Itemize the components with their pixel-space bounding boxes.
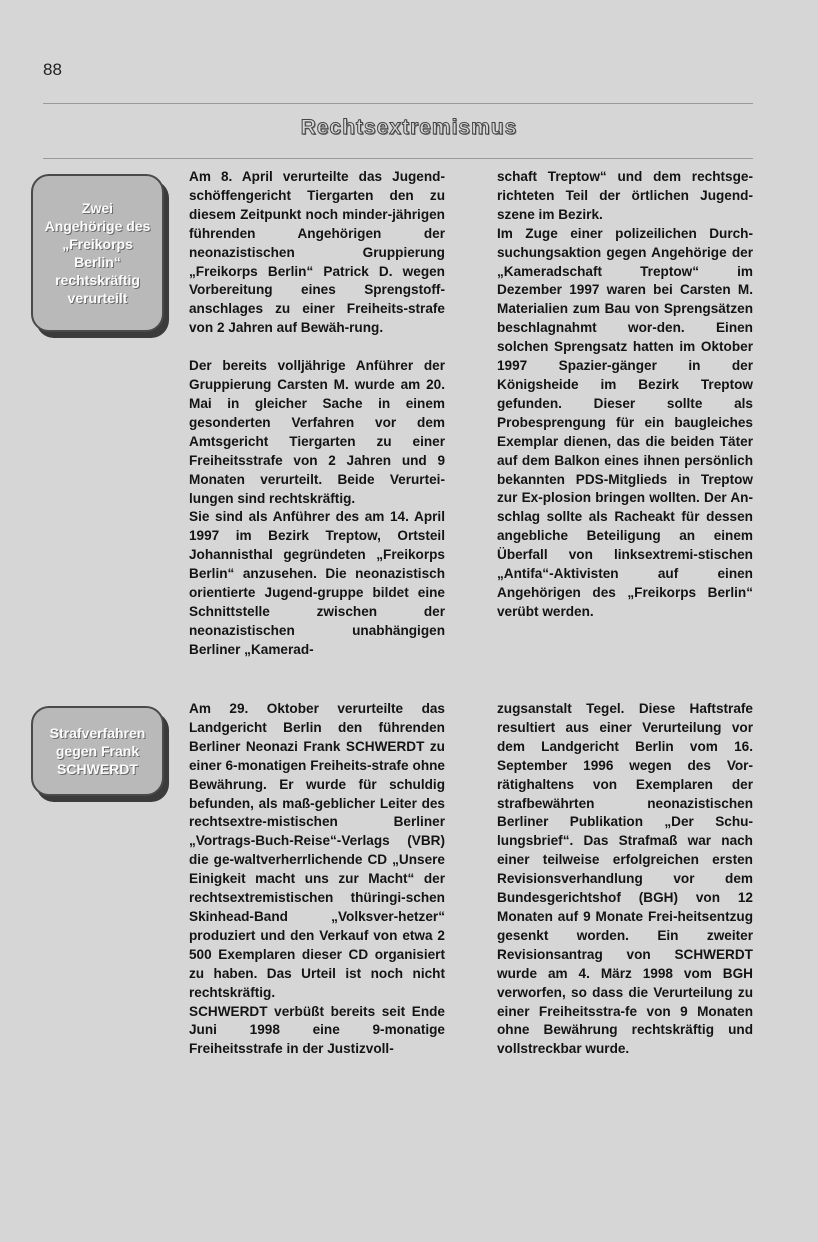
paragraph: zugsanstalt Tegel. Diese Haftstrafe resultiert aus einer Verurteilung vor dem Landgericht Berlin vom 16. September 1996 wegen des Vor-rätighaltens von Exemplaren der strafbewährten neonazistischen Berliner Publikation „Der Schu-lungsbrief“. Das Strafmaß war nach einer teilweise erfolgreichen ersten Revisionsverhandlung vor dem Bundesgerichtshof (BGH) von 12 Monaten auf 9 Monate Frei-heitsentzug gesenkt worden. Ein zweiter Revisionsantrag von SCHWERDT wurde am 4. März 1998 vom BGH verworfen, so dass die Verurteilung zu einer Freiheitsstra-fe von 9 Monaten ohne Bewährung rechtskräftig und vollstreckbar wurde.	[497, 701, 753, 1057]
block2-left-column	[189, 700, 445, 1059]
paragraph: Am 8. April verurteilte das Jugend-schöffengericht Tiergarten den zu diesem Zeitpunkt noch minder-jährigen führenden Angehörigen der neonazistischen Gruppierung „Freikorps Berlin“ Patrick D. wegen Vorbereitung eines Sprengstoff-anschlages zu einer Freiheits-strafe von 2 Jahren auf Bewäh-rung.	[189, 169, 445, 336]
sidebar-label: Zwei Angehörige des „Freikorps Berlin“ rechtskräftig verurteilt	[44, 200, 151, 306]
top-rule	[43, 103, 753, 104]
sidebar-box-freikorps	[31, 174, 164, 332]
sidebar-label: Strafverfahren gegen Frank SCHWERDT	[49, 725, 146, 777]
paragraph: Der bereits volljährige Anführer der Gruppierung Carsten M. wurde am 20. Mai in gleicher Sache in einem gesonderten Verfahren vor dem Amtsgericht Tiergarten zu einer Freiheitsstrafe von 2 Jahren und 9 Monaten verurteilt. Beide Verurtei-lungen sind rechtskräftig.	[189, 358, 445, 506]
block1-left-column	[189, 168, 445, 660]
paragraph: SCHWERDT verbüßt bereits seit Ende Juni 1998 eine 9-monatige Freiheitsstrafe in der Justizvoll-	[189, 1003, 445, 1057]
block1-right-column	[497, 168, 753, 622]
title-rule	[43, 158, 753, 159]
sidebar-box-schwerdt	[31, 706, 164, 796]
section-title: Rechtsextremismus	[300, 116, 518, 139]
paragraph: Im Zuge einer polizeilichen Durch-suchungsaktion gegen Angehörige der „Kameradschaft Treptow“ im Dezember 1997 waren bei Carsten M. Materialien zum Bau von Sprengsätzen beschlagnahmt wor-den. Einen solchen Sprengsatz hatten im Oktober 1997 Spazier-gänger in der Königsheide im Bezirk Treptow gefunden. Dieser sollte als Probesprengung für ein baugleiches Exemplar dienen, das die beiden Täter auf dem Balkon eines ihnen persönlich bekannten PDS-Mitglieds in Treptow zur Ex-plosion bringen wollten. Der An-schlag sollte als Racheakt für dessen angebliche Beteiligung an einem Überfall von linksextremi-stischen „Antifa“-Aktivisten auf einen Angehörigen des „Freikorps Berlin“ verübt werden.	[497, 225, 753, 619]
page-number: 88	[43, 60, 62, 79]
paragraph: Sie sind als Anführer des am 14. April 1997 im Bezirk Treptow, Ortsteil Johannisthal gegründeten „Freikorps Berlin“ anzusehen. Die neonazistisch orientierte Jugend-gruppe bildet eine Schnittstelle zwischen der neonazistischen unabhängigen Berliner „Kamerad-	[189, 509, 445, 657]
paragraph: Am 29. Oktober verurteilte das Landgericht Berlin den führenden Berliner Neonazi Frank SCHWERDT zu einer 6-monatigen Freiheits-strafe ohne Bewährung. Er wurde für schuldig befunden, als maß-geblicher Leiter des rechtsextre-mistischen Berliner „Vortrags-Buch-Reise“-Verlags (VBR) die ge-waltverherrlichende CD „Unsere Einigkeit macht uns zur Macht“ der rechtsextremistischen thüringi-schen Skinhead-Band „Volksver-hetzer“ produziert und den Verkauf von etwa 2 500 Exemplaren dieser CD organisiert zu haben. Das Urteil ist noch nicht rechtskräftig.	[189, 701, 445, 1000]
block2-right-column	[497, 700, 753, 1059]
paragraph: schaft Treptow“ und dem rechtsge-richteten Teil der örtlichen Jugend-szene im Bezirk.	[497, 169, 753, 222]
